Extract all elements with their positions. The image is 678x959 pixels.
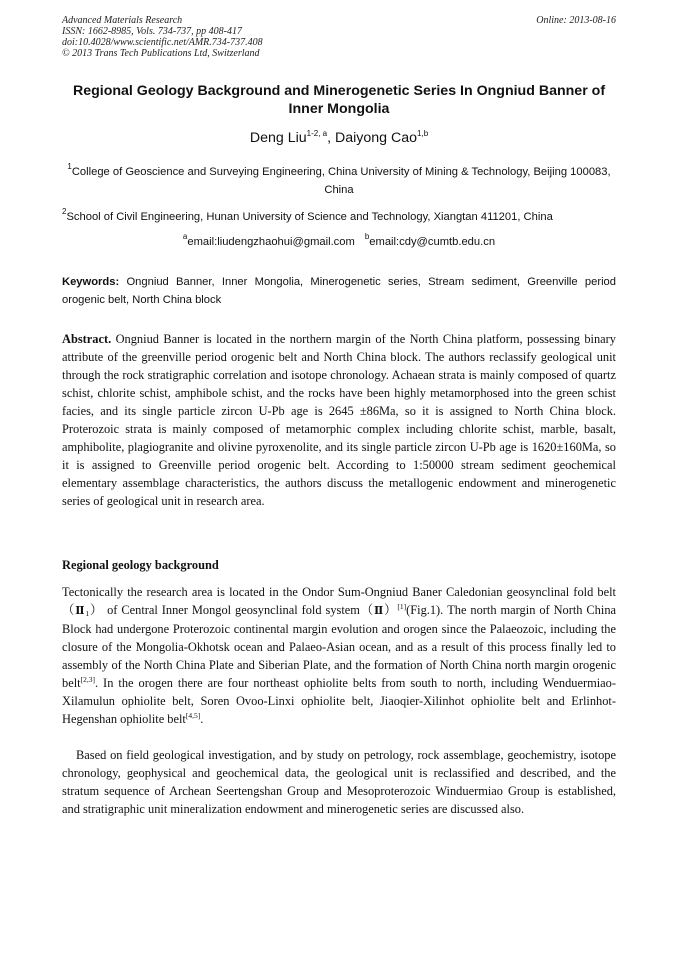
affiliation-2: [62, 208, 616, 226]
citation: [4,5]: [185, 711, 201, 720]
email-line: [62, 233, 616, 251]
abstract-text: Ongniud Banner is located in the northern margin of the North China platform, possessing binary attribute of the greenville period orogenic belt and North China block. The authors reclassify geological unit through the rock stratigraphic correlation and isotope chronology. Achaean strata is mainly composed of quartz schist, chlorite schist, amphibole schist, and the rocks have been highly metamorphosed into the green schist facies, and its single particle zircon U-Pb age is 2645 ±86Ma, so it is assigned to North China block. Proterozoic strata is mainly composed of metamorphic complex including chlorite schist, marble, basalt, amphibolite, plagiogranite and olivine pyroxenolite, and its single particle zircon U-Pb age is 1620±160Ma, so it is assigned to Greenville period orogenic belt. According to 1:50000 stream sediment geochemical elementary assemblage characteristics, the authors discuss the metallogenic endowment and minerogenetic series of geological unit in research area.: [62, 332, 616, 508]
journal-header: [62, 15, 616, 59]
abstract: [62, 330, 616, 510]
author-name: Daiyong Cao: [335, 130, 418, 146]
email-address[interactable]: email:liudengzhaohui@gmail.com: [187, 236, 355, 248]
body-paragraph: Based on field geological investigation, and by study on petrology, rock assemblage, geochemistry, isotope chronology, geophysical and geochemical data, the geological unit is reclassified and described, and the stratum sequence of Archean Seertengshan Group and Mesoproterozoic Winduermiao Group is established, and stratigraphic unit mineralization endowment and minerogenetic series are discussed also.: [62, 748, 616, 816]
body-paragraph: [62, 583, 616, 728]
online-date: Online: 2013-08-16: [536, 15, 616, 26]
issn-line: ISSN: 1662-8985, Vols. 734-737, pp 408-417: [62, 26, 242, 37]
author-affil-mark: 1-2, a: [306, 129, 328, 138]
subscript: 1: [85, 609, 90, 618]
citation: [2,3]: [80, 675, 95, 684]
text-run: . In the orogen there are four northeast ophiolite belts from south to north, including Wenduermiao-Xilamulun ophiolite belt, Soren Ovoo-Linxi ophiolite belt, Jiaoqier-Xilinhot ophiolite belt and Erlinhot-Hegenshan ophiolite belt: [62, 676, 616, 726]
email-mark: b: [364, 232, 370, 241]
citation: [1]: [397, 602, 407, 611]
affiliation-number: 1: [67, 162, 72, 171]
text-run: .: [200, 712, 204, 726]
text-run: Tectonically the research area is located in the Ondor Sum-Ongniud Baner Caledonian geosynclinal fold belt（: [62, 585, 616, 617]
author-affil-mark: 1,b: [417, 129, 429, 138]
affiliation-1: [62, 163, 616, 199]
email-address[interactable]: email:cdy@cumtb.edu.cn: [369, 236, 496, 248]
text-run: (Fig.1). The north margin of North China Block had undergone Proterozoic continental margin evolution and orogen since the Palaeozoic, including the closure of the Mongolia-Okhotsk ocean and Palaeo-Asian ocean, and as a result of this process finally led to assembly of the North China Plate and Siberian Plate, and the formation of North China north margin orogenic belt: [62, 603, 617, 690]
roman-numeral: Ⅱ: [75, 604, 86, 617]
journal-name: Advanced Materials Research: [62, 15, 183, 26]
author-name: Deng Liu: [249, 130, 307, 146]
author-separator: ,: [327, 130, 335, 146]
affiliation-text: College of Geoscience and Surveying Engineering, China University of Mining & Technology, Beijing 100083, China: [71, 166, 611, 196]
abstract-label: Abstract.: [62, 332, 112, 346]
keywords: [62, 273, 616, 309]
keywords-text: Ongniud Banner, Inner Mongolia, Minerogenetic series, Stream sediment, Greenville period orogenic belt, North China block: [62, 276, 616, 306]
paper-title: Regional Geology Background and Minerogenetic Series In Ongniud Banner of Inner Mongolia: [72, 83, 606, 117]
affiliation-text: School of Civil Engineering, Hunan University of Science and Technology, Xiangtan 411201, China: [66, 211, 553, 223]
roman-numeral: Ⅱ: [374, 604, 385, 617]
keywords-label: Keywords:: [62, 276, 120, 288]
email-mark: a: [182, 232, 188, 241]
copyright-line: © 2013 Trans Tech Publications Ltd, Switzerland: [62, 48, 260, 59]
affiliation-number: 2: [62, 207, 67, 216]
text-run: ）: [384, 603, 398, 617]
author-line: [62, 129, 616, 147]
doi-line: doi:10.4028/www.scientific.net/AMR.734-737.408: [62, 37, 263, 48]
section-heading: Regional geology background: [62, 558, 219, 572]
text-run: ） of Central Inner Mongol geosynclinal fold system（: [89, 603, 374, 617]
